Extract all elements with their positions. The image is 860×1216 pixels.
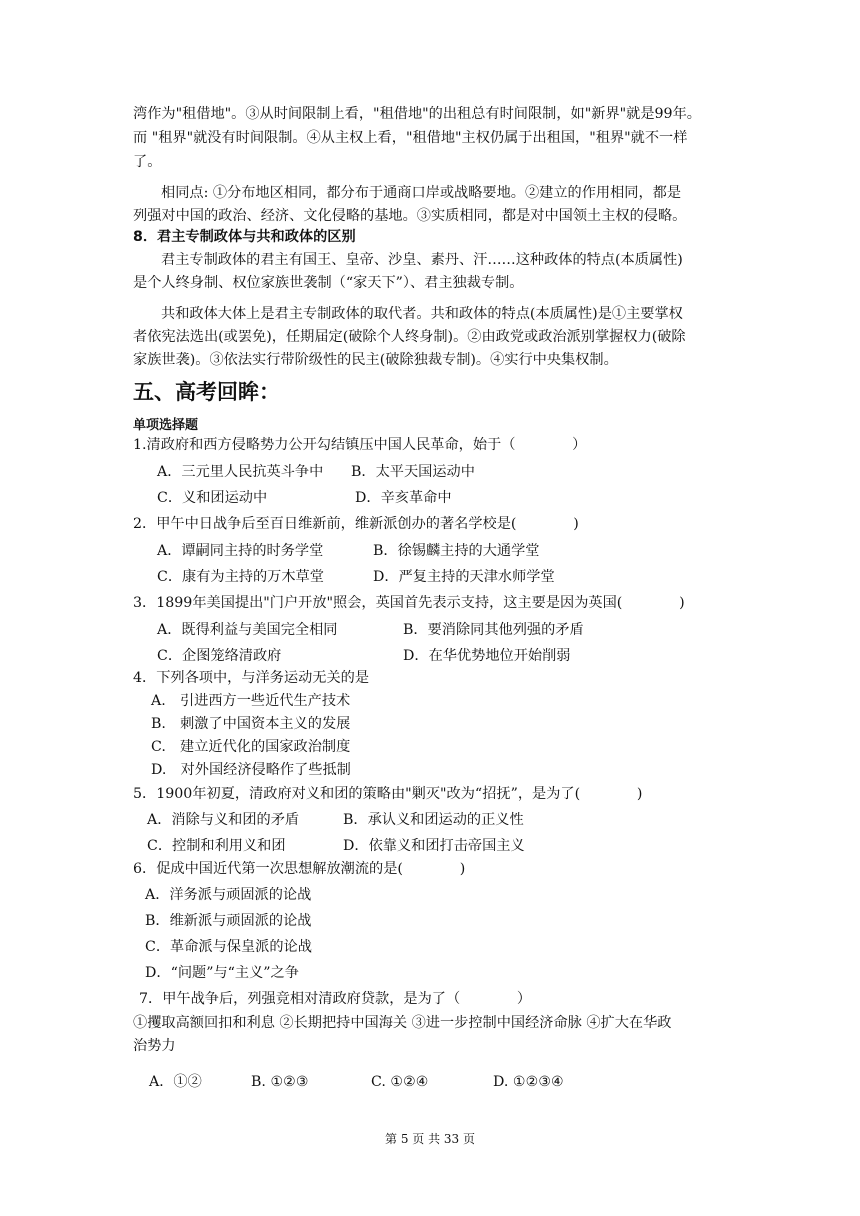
option-c: C. 建立近代化的国家政治制度 bbox=[151, 739, 351, 755]
option-d: D. 对外国经济侵略作了些抵制 bbox=[151, 762, 351, 778]
paragraph-line: 共和政体大体上是君主专制政体的取代者。共和政体的特点(本质属性)是①主要掌权 bbox=[161, 306, 683, 322]
option-c: C．康有为主持的万木草堂 bbox=[157, 569, 324, 585]
option-d: D．“问题”与“主义”之争 bbox=[145, 965, 299, 981]
option-d: D. ①②③④ bbox=[493, 1074, 564, 1090]
section-heading: 8．君主专制政体与共和政体的区别 bbox=[133, 229, 356, 245]
question-stem: 6．促成中国近代第一次思想解放潮流的是( ) bbox=[133, 861, 466, 877]
option-b: B．太平天国运动中 bbox=[351, 464, 475, 480]
paragraph-line: 君主专制政体的君主有国王、皇帝、沙皇、素丹、汗……这种政体的特点(本质属性) bbox=[161, 252, 683, 268]
option-b: B. ①②③ bbox=[251, 1074, 309, 1090]
option-d: D．在华优势地位开始削弱 bbox=[403, 648, 571, 664]
option-a: A. 引进西方一些近代生产技术 bbox=[151, 693, 351, 709]
option-a: A．既得利益与美国完全相同 bbox=[157, 622, 338, 638]
question-statements: ①攫取高额回扣和利息 ②长期把持中国海关 ③进一步控制中国经济命脉 ④扩大在华政 bbox=[133, 1015, 672, 1031]
paragraph-line: 家族世袭)。③依法实行带阶级性的民主(破除独裁专制)。④实行中央集权制。 bbox=[133, 352, 618, 368]
question-stem: 2．甲午中日战争后至百日维新前，维新派创办的著名学校是( ) bbox=[133, 516, 579, 532]
option-c: C. ①②④ bbox=[371, 1074, 429, 1090]
option-d: D．严复主持的天津水师学堂 bbox=[373, 569, 555, 585]
question-stem: 7．甲午战争后，列强竞相对清政府贷款，是为了（ ） bbox=[139, 991, 532, 1007]
paragraph-line: 湾作为"租借地"。③从时间限制上看，"租借地"的出租总有时间限制，如"新界"就是99年。 bbox=[133, 106, 701, 122]
paragraph-line: 者依宪法选出(或罢免)，任期届定(破除个人终身制)。②由政党或政治派别掌握权力(破除 bbox=[133, 329, 686, 345]
question-stem: 3．1899年美国提出"门户开放"照会，英国首先表示支持，这主要是因为英国( ) bbox=[133, 595, 685, 611]
paragraph-line: 是个人终身制、权位家族世袭制（“家天下”）、君主独裁专制。 bbox=[133, 275, 524, 291]
option-a: A．谭嗣同主持的时务学堂 bbox=[157, 543, 324, 559]
question-stem: 5．1900年初夏，清政府对义和团的策略由"剿灭"改为“招抚”，是为了( ) bbox=[133, 786, 643, 802]
question-statements: 治势力 bbox=[133, 1038, 176, 1054]
page-number: 第 5 页 共 33 页 bbox=[385, 1132, 475, 1146]
paragraph-line: 而 "租界"就没有时间限制。④从主权上看，"租借地"主权仍属于出租国，"租界"就不一样 bbox=[133, 130, 688, 146]
page-title: 五、高考回眸： bbox=[133, 380, 280, 404]
option-a: A．消除与义和团的矛盾 bbox=[147, 812, 300, 828]
paragraph-line: 了。 bbox=[133, 154, 162, 170]
option-b: B．维新派与顽固派的论战 bbox=[145, 913, 312, 929]
option-b: B．要消除同其他列强的矛盾 bbox=[403, 622, 584, 638]
option-c: C．革命派与保皇派的论战 bbox=[145, 939, 312, 955]
option-b: B．承认义和团运动的正义性 bbox=[343, 812, 524, 828]
option-a: A．三元里人民抗英斗争中 bbox=[157, 464, 324, 480]
option-a: A．洋务派与顽固派的论战 bbox=[145, 887, 312, 903]
question-stem: 1.清政府和西方侵略势力公开勾结镇压中国人民革命，始于（ ） bbox=[133, 437, 587, 453]
paragraph-line: 相同点: ①分布地区相同，都分布于通商口岸或战略要地。②建立的作用相同，都是 bbox=[161, 185, 682, 201]
option-d: D．辛亥革命中 bbox=[355, 490, 452, 506]
option-d: D．依靠义和团打击帝国主义 bbox=[343, 838, 525, 854]
option-a: A．①② bbox=[149, 1074, 202, 1090]
paragraph-line: 列强对中国的政治、经济、文化侵略的基地。③实质相同，都是对中国领土主权的侵略。 bbox=[133, 208, 687, 224]
option-c: C．义和团运动中 bbox=[157, 490, 268, 506]
option-b: B．徐锡麟主持的大通学堂 bbox=[373, 543, 540, 559]
option-c: C．企图笼络清政府 bbox=[157, 648, 282, 664]
option-c: C．控制和利用义和团 bbox=[147, 838, 286, 854]
question-stem: 4．下列各项中，与洋务运动无关的是 bbox=[133, 670, 370, 686]
option-b: B. 刺激了中国资本主义的发展 bbox=[151, 716, 351, 732]
subheading: 单项选择题 bbox=[133, 418, 199, 433]
